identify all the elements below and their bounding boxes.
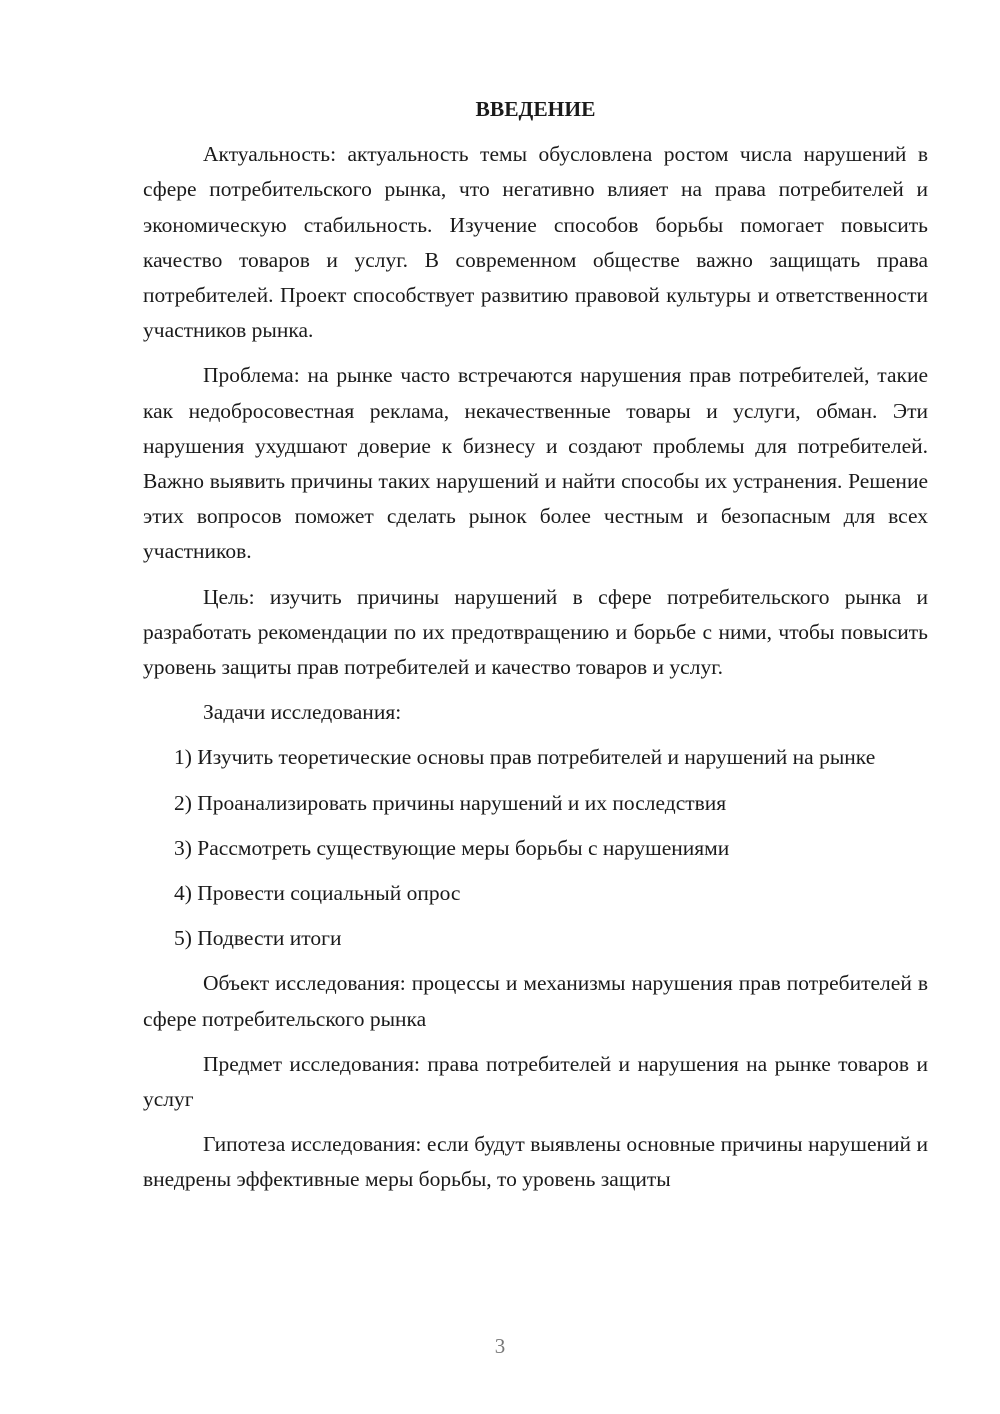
document-page bbox=[143, 92, 928, 1208]
hypothesis-paragraph: Гипотеза исследования: если будут выявлены основные причины нарушений и внедрены эффективные меры борьбы, то уровень защиты bbox=[143, 1132, 928, 1192]
page-number: 3 bbox=[494, 1334, 506, 1358]
goal-paragraph: Цель: изучить причины нарушений в сфере потребительского рынка и разработать рекомендации по их предотвращению и борьбе с ними, чтобы повысить уровень защиты прав потребителей и качество товаров и услуг. bbox=[143, 584, 928, 680]
task-item-2: 2) Проанализировать причины нарушений и их последствия bbox=[174, 790, 727, 815]
task-item-3: 3) Рассмотреть существующие меры борьбы с нарушениями bbox=[174, 835, 730, 860]
tasks-heading: Задачи исследования: bbox=[203, 700, 402, 725]
subject-paragraph: Предмет исследования: права потребителей и нарушения на рынке товаров и услуг bbox=[143, 1051, 928, 1112]
section-title: ВВЕДЕНИЕ bbox=[475, 97, 596, 121]
task-item-4: 4) Провести социальный опрос bbox=[174, 881, 461, 906]
object-paragraph: Объект исследования: процессы и механизмы нарушения прав потребителей в сфере потребительского рынка bbox=[143, 971, 928, 1031]
problem-paragraph: Проблема: на рынке часто встречаются нарушения прав потребителей, такие как недобросовестная реклама, некачественные товары и услуги, обман. Эти нарушения ухудшают доверие к бизнесу и создают проблемы для потребителей. Важно выявить причины таких нарушений и найти способы их устранения. Решение этих вопросов поможет сделать рынок более честным и безопасным для всех участников. bbox=[143, 363, 928, 564]
task-item-5: 5) Подвести итоги bbox=[174, 926, 342, 951]
task-item-1: 1) Изучить теоретические основы прав потребителей и нарушений на рынке bbox=[174, 745, 876, 770]
relevance-paragraph: Актуальность: актуальность темы обусловлена ростом числа нарушений в сфере потребительского рынка, что негативно влияет на права потребителей и экономическую стабильность. Изучение способов борьбы помогает повысить качество товаров и услуг. В современном обществе важно защищать права потребителей. Проект способствует развитию правовой культуры и ответственности участников рынка. bbox=[143, 142, 928, 343]
